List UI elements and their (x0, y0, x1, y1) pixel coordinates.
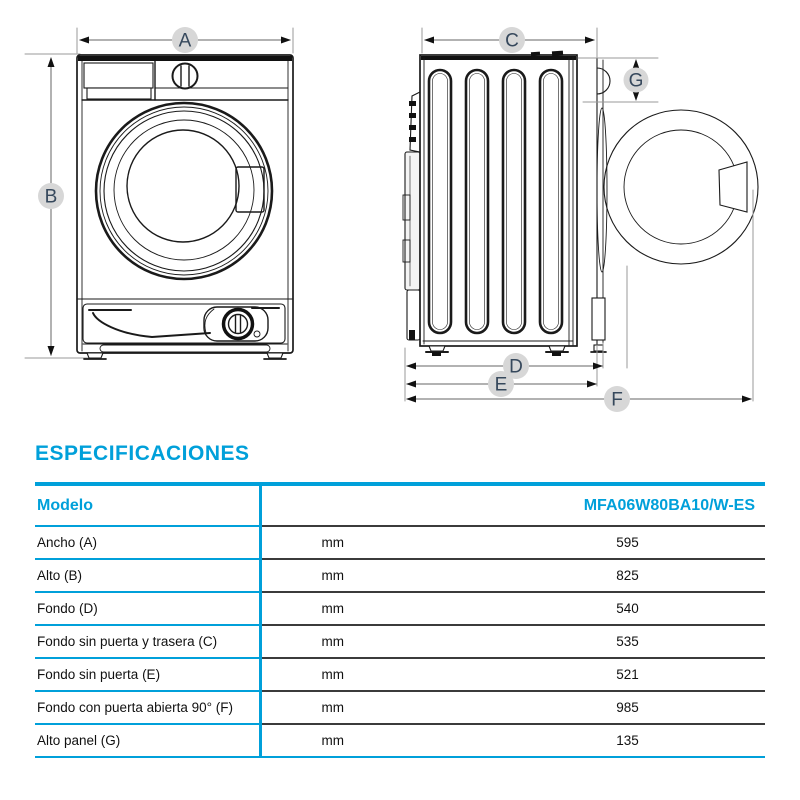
table-row (35, 625, 765, 658)
dim-label-B: B (44, 186, 58, 208)
front-view-diagram (25, 27, 293, 359)
washer-side-body (420, 51, 577, 356)
spec-label: Fondo (D) (35, 592, 260, 625)
table-row (35, 559, 765, 592)
spec-label: Alto panel (G) (35, 724, 260, 757)
spec-label: Alto (B) (35, 559, 260, 592)
spec-value: 521 (490, 658, 765, 691)
dim-label-E: E (494, 374, 508, 396)
front-feet (84, 353, 286, 359)
table-row (35, 658, 765, 691)
model-column-header: Modelo (35, 484, 260, 526)
spec-value: 535 (490, 625, 765, 658)
dim-label-F: F (611, 389, 623, 411)
specifications-table (35, 482, 765, 758)
spec-unit: mm (260, 691, 490, 724)
spec-value: 540 (490, 592, 765, 625)
spec-label: Ancho (A) (35, 526, 260, 559)
dim-label-A: A (178, 30, 192, 52)
spec-value: 825 (490, 559, 765, 592)
spec-unit: mm (260, 724, 490, 757)
open-door-handle (719, 162, 747, 212)
model-number: MFA06W80BA10/W-ES (583, 496, 755, 514)
dim-label-D: D (509, 356, 523, 378)
washer-door-front (96, 103, 272, 279)
spec-value: 595 (490, 526, 765, 559)
side-feet (426, 346, 568, 356)
spec-label: Fondo con puerta abierta 90° (F) (35, 691, 260, 724)
dim-label-G: G (628, 70, 644, 92)
spec-unit: mm (260, 592, 490, 625)
spec-label: Fondo sin puerta y trasera (C) (35, 625, 260, 658)
side-view-diagram (403, 27, 758, 412)
table-row (35, 592, 765, 625)
dim-label-C: C (505, 30, 519, 52)
detergent-drawer (84, 63, 153, 88)
drawer-handle (87, 88, 151, 99)
table-row (35, 526, 765, 559)
spec-unit: mm (260, 559, 490, 592)
specifications-heading: ESPECIFICACIONES (35, 442, 250, 465)
rear-panel-details (403, 92, 420, 340)
open-door-ring (597, 108, 758, 272)
table-header-row (35, 484, 765, 526)
washer-front-body (77, 55, 293, 359)
spec-value: 135 (490, 724, 765, 757)
spec-value: 985 (490, 691, 765, 724)
table-row (35, 724, 765, 757)
spec-unit: mm (260, 658, 490, 691)
table-row (35, 691, 765, 724)
spec-unit: mm (260, 625, 490, 658)
spec-unit: mm (260, 526, 490, 559)
spec-label: Fondo sin puerta (E) (35, 658, 260, 691)
